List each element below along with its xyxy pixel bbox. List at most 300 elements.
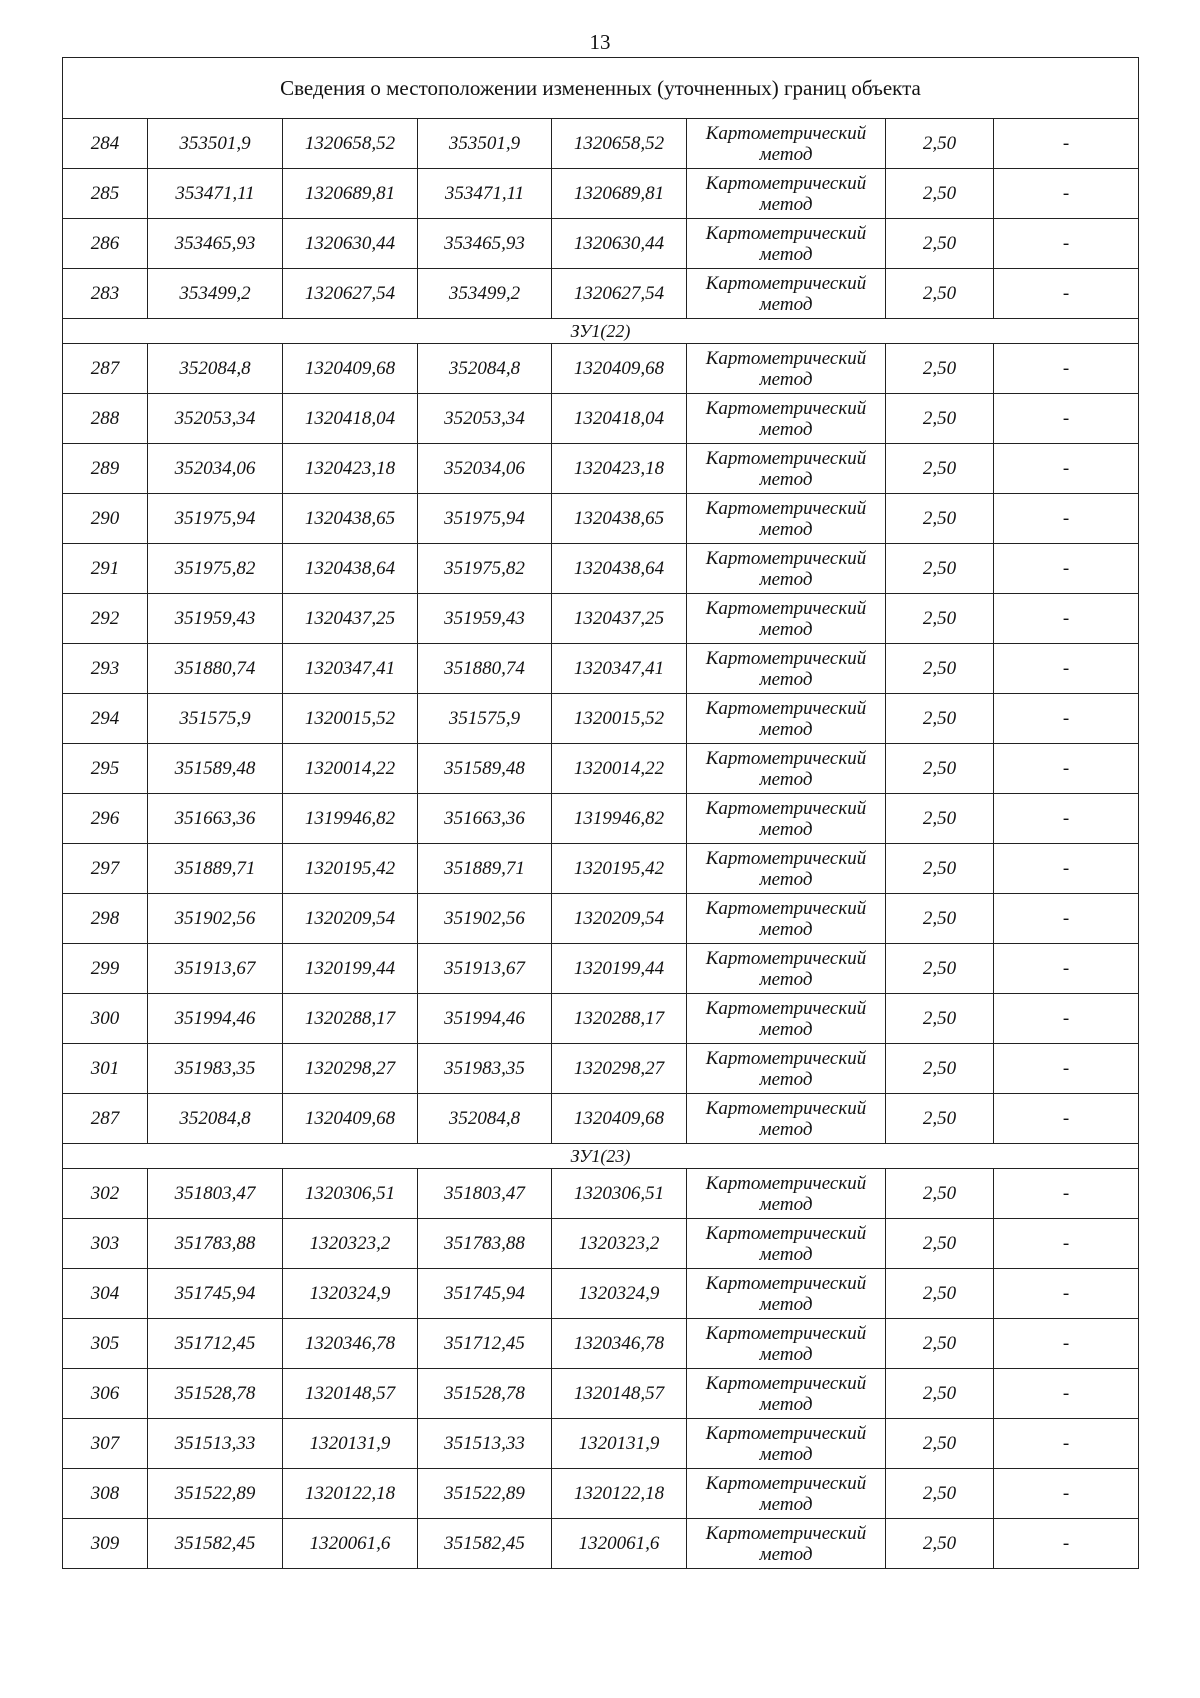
accuracy-cell: 2,50 <box>886 1269 994 1319</box>
accuracy-cell: 2,50 <box>886 1469 994 1519</box>
accuracy-cell: 2,50 <box>886 1369 994 1419</box>
method-cell <box>687 794 886 844</box>
method-line-1: Картометрический <box>705 647 867 669</box>
method-line-2: метод <box>759 1543 813 1565</box>
point-number-cell: 287 <box>63 1094 148 1144</box>
table-row <box>63 1519 1139 1569</box>
table-row <box>63 994 1139 1044</box>
point-number-cell: 306 <box>63 1369 148 1419</box>
y-refined-cell: 1320409,68 <box>552 1094 687 1144</box>
point-number-cell: 307 <box>63 1419 148 1469</box>
note-cell: - <box>994 494 1139 544</box>
point-number-cell: 289 <box>63 444 148 494</box>
table-row <box>63 844 1139 894</box>
y-existing-cell: 1320437,25 <box>283 594 418 644</box>
accuracy-cell: 2,50 <box>886 219 994 269</box>
accuracy-cell: 2,50 <box>886 1519 994 1569</box>
method-line-1: Картометрический <box>705 1322 867 1344</box>
y-existing-cell: 1320306,51 <box>283 1169 418 1219</box>
table-row <box>63 894 1139 944</box>
x-existing-cell: 351663,36 <box>148 794 283 844</box>
point-number-cell: 309 <box>63 1519 148 1569</box>
accuracy-cell: 2,50 <box>886 169 994 219</box>
point-number-cell: 293 <box>63 644 148 694</box>
point-number-cell: 294 <box>63 694 148 744</box>
x-existing-cell: 353501,9 <box>148 119 283 169</box>
y-refined-cell: 1320658,52 <box>552 119 687 169</box>
method-line-1: Картометрический <box>705 172 867 194</box>
y-refined-cell: 1320199,44 <box>552 944 687 994</box>
method-line-2: метод <box>759 1343 813 1365</box>
x-existing-cell: 351913,67 <box>148 944 283 994</box>
note-cell: - <box>994 1169 1139 1219</box>
point-number-cell: 292 <box>63 594 148 644</box>
method-cell <box>687 1419 886 1469</box>
table-row <box>63 644 1139 694</box>
method-cell <box>687 944 886 994</box>
x-existing-cell: 353499,2 <box>148 269 283 319</box>
x-refined-cell: 351575,9 <box>418 694 552 744</box>
accuracy-cell: 2,50 <box>886 694 994 744</box>
point-number-cell: 304 <box>63 1269 148 1319</box>
x-existing-cell: 351983,35 <box>148 1044 283 1094</box>
note-cell: - <box>994 694 1139 744</box>
accuracy-cell: 2,50 <box>886 494 994 544</box>
table-row <box>63 1319 1139 1369</box>
point-number-cell: 299 <box>63 944 148 994</box>
method-line-2: метод <box>759 143 813 165</box>
x-existing-cell: 352053,34 <box>148 394 283 444</box>
method-line-2: метод <box>759 1493 813 1515</box>
x-existing-cell: 351889,71 <box>148 844 283 894</box>
x-existing-cell: 351975,94 <box>148 494 283 544</box>
table-title-row <box>63 58 1139 119</box>
y-existing-cell: 1320298,27 <box>283 1044 418 1094</box>
x-refined-cell: 351783,88 <box>418 1219 552 1269</box>
x-refined-cell: 351513,33 <box>418 1419 552 1469</box>
x-refined-cell: 351913,67 <box>418 944 552 994</box>
x-refined-cell: 352034,06 <box>418 444 552 494</box>
x-existing-cell: 351745,94 <box>148 1269 283 1319</box>
point-number-cell: 308 <box>63 1469 148 1519</box>
method-cell <box>687 1469 886 1519</box>
method-line-2: метод <box>759 1018 813 1040</box>
y-refined-cell: 1320014,22 <box>552 744 687 794</box>
note-cell: - <box>994 344 1139 394</box>
note-cell: - <box>994 1219 1139 1269</box>
y-refined-cell: 1320122,18 <box>552 1469 687 1519</box>
y-existing-cell: 1320423,18 <box>283 444 418 494</box>
method-line-1: Картометрический <box>705 1372 867 1394</box>
x-existing-cell: 351803,47 <box>148 1169 283 1219</box>
point-number-cell: 283 <box>63 269 148 319</box>
method-line-2: метод <box>759 818 813 840</box>
x-refined-cell: 351975,82 <box>418 544 552 594</box>
method-line-1: Картометрический <box>705 1472 867 1494</box>
accuracy-cell: 2,50 <box>886 744 994 794</box>
x-refined-cell: 351745,94 <box>418 1269 552 1319</box>
y-existing-cell: 1320630,44 <box>283 219 418 269</box>
point-number-cell: 286 <box>63 219 148 269</box>
method-line-2: метод <box>759 568 813 590</box>
x-refined-cell: 351880,74 <box>418 644 552 694</box>
table-row <box>63 219 1139 269</box>
note-cell: - <box>994 644 1139 694</box>
method-cell <box>687 269 886 319</box>
method-line-1: Картометрический <box>705 222 867 244</box>
section-label: ЗУ1(22) <box>63 319 1139 344</box>
table-body <box>63 58 1139 1569</box>
point-number-cell: 298 <box>63 894 148 944</box>
method-line-2: метод <box>759 1393 813 1415</box>
point-number-cell: 301 <box>63 1044 148 1094</box>
method-line-2: метод <box>759 968 813 990</box>
y-refined-cell: 1320209,54 <box>552 894 687 944</box>
x-existing-cell: 352084,8 <box>148 1094 283 1144</box>
y-existing-cell: 1320148,57 <box>283 1369 418 1419</box>
method-line-2: метод <box>759 1193 813 1215</box>
note-cell: - <box>994 794 1139 844</box>
x-refined-cell: 351975,94 <box>418 494 552 544</box>
accuracy-cell: 2,50 <box>886 1094 994 1144</box>
y-existing-cell: 1320418,04 <box>283 394 418 444</box>
y-existing-cell: 1320288,17 <box>283 994 418 1044</box>
x-existing-cell: 351513,33 <box>148 1419 283 1469</box>
y-existing-cell: 1319946,82 <box>283 794 418 844</box>
x-existing-cell: 351959,43 <box>148 594 283 644</box>
x-refined-cell: 353501,9 <box>418 119 552 169</box>
y-existing-cell: 1320438,64 <box>283 544 418 594</box>
accuracy-cell: 2,50 <box>886 1044 994 1094</box>
method-cell <box>687 119 886 169</box>
point-number-cell: 285 <box>63 169 148 219</box>
x-refined-cell: 351589,48 <box>418 744 552 794</box>
x-refined-cell: 351983,35 <box>418 1044 552 1094</box>
x-refined-cell: 351663,36 <box>418 794 552 844</box>
note-cell: - <box>994 1044 1139 1094</box>
x-refined-cell: 351803,47 <box>418 1169 552 1219</box>
point-number-cell: 303 <box>63 1219 148 1269</box>
x-existing-cell: 351582,45 <box>148 1519 283 1569</box>
x-existing-cell: 351880,74 <box>148 644 283 694</box>
point-number-cell: 296 <box>63 794 148 844</box>
method-line-1: Картометрический <box>705 697 867 719</box>
method-line-1: Картометрический <box>705 1522 867 1544</box>
y-refined-cell: 1320323,2 <box>552 1219 687 1269</box>
accuracy-cell: 2,50 <box>886 794 994 844</box>
note-cell: - <box>994 594 1139 644</box>
x-existing-cell: 353471,11 <box>148 169 283 219</box>
method-line-1: Картометрический <box>705 897 867 919</box>
accuracy-cell: 2,50 <box>886 894 994 944</box>
method-cell <box>687 1219 886 1269</box>
method-cell <box>687 344 886 394</box>
y-refined-cell: 1320409,68 <box>552 344 687 394</box>
method-line-2: метод <box>759 868 813 890</box>
method-cell <box>687 694 886 744</box>
accuracy-cell: 2,50 <box>886 1419 994 1469</box>
method-line-1: Картометрический <box>705 597 867 619</box>
note-cell: - <box>994 994 1139 1044</box>
accuracy-cell: 2,50 <box>886 1169 994 1219</box>
table-row <box>63 1094 1139 1144</box>
table-row <box>63 169 1139 219</box>
note-cell: - <box>994 219 1139 269</box>
y-refined-cell: 1320418,04 <box>552 394 687 444</box>
y-refined-cell: 1320015,52 <box>552 694 687 744</box>
x-existing-cell: 351783,88 <box>148 1219 283 1269</box>
method-cell <box>687 1269 886 1319</box>
method-line-1: Картометрический <box>705 947 867 969</box>
table-row <box>63 344 1139 394</box>
x-refined-cell: 353465,93 <box>418 219 552 269</box>
note-cell: - <box>994 894 1139 944</box>
table-row <box>63 444 1139 494</box>
x-refined-cell: 351959,43 <box>418 594 552 644</box>
x-refined-cell: 351528,78 <box>418 1369 552 1419</box>
method-cell <box>687 844 886 894</box>
x-refined-cell: 352084,8 <box>418 344 552 394</box>
table-row <box>63 544 1139 594</box>
note-cell: - <box>994 269 1139 319</box>
method-line-1: Картометрический <box>705 272 867 294</box>
table-title: Сведения о местоположении измененных (уточненных) границ объекта <box>63 58 1139 119</box>
section-header-row <box>63 319 1139 344</box>
section-label: ЗУ1(23) <box>63 1144 1139 1169</box>
y-refined-cell: 1320438,65 <box>552 494 687 544</box>
page-number: 13 <box>589 30 611 54</box>
x-existing-cell: 351528,78 <box>148 1369 283 1419</box>
y-existing-cell: 1320346,78 <box>283 1319 418 1369</box>
table-row <box>63 1269 1139 1319</box>
method-line-2: метод <box>759 243 813 265</box>
accuracy-cell: 2,50 <box>886 394 994 444</box>
point-number-cell: 287 <box>63 344 148 394</box>
y-refined-cell: 1320438,64 <box>552 544 687 594</box>
method-line-1: Картометрический <box>705 547 867 569</box>
method-line-1: Картометрический <box>705 1097 867 1119</box>
point-number-cell: 305 <box>63 1319 148 1369</box>
point-number-cell: 290 <box>63 494 148 544</box>
note-cell: - <box>994 444 1139 494</box>
y-existing-cell: 1320131,9 <box>283 1419 418 1469</box>
point-number-cell: 302 <box>63 1169 148 1219</box>
method-line-2: метод <box>759 1293 813 1315</box>
method-line-1: Картометрический <box>705 1272 867 1294</box>
y-existing-cell: 1320323,2 <box>283 1219 418 1269</box>
x-existing-cell: 351975,82 <box>148 544 283 594</box>
y-refined-cell: 1320346,78 <box>552 1319 687 1369</box>
method-line-2: метод <box>759 718 813 740</box>
accuracy-cell: 2,50 <box>886 844 994 894</box>
y-existing-cell: 1320689,81 <box>283 169 418 219</box>
note-cell: - <box>994 394 1139 444</box>
x-refined-cell: 351994,46 <box>418 994 552 1044</box>
table-row <box>63 1219 1139 1269</box>
method-line-2: метод <box>759 193 813 215</box>
x-refined-cell: 351712,45 <box>418 1319 552 1369</box>
accuracy-cell: 2,50 <box>886 269 994 319</box>
accuracy-cell: 2,50 <box>886 994 994 1044</box>
y-existing-cell: 1320438,65 <box>283 494 418 544</box>
y-refined-cell: 1320061,6 <box>552 1519 687 1569</box>
method-cell <box>687 1169 886 1219</box>
method-line-2: метод <box>759 1243 813 1265</box>
method-cell <box>687 544 886 594</box>
method-line-1: Картометрический <box>705 347 867 369</box>
x-existing-cell: 352034,06 <box>148 444 283 494</box>
accuracy-cell: 2,50 <box>886 119 994 169</box>
method-cell <box>687 394 886 444</box>
x-existing-cell: 351589,48 <box>148 744 283 794</box>
method-line-2: метод <box>759 918 813 940</box>
accuracy-cell: 2,50 <box>886 544 994 594</box>
y-existing-cell: 1320209,54 <box>283 894 418 944</box>
table-row <box>63 744 1139 794</box>
method-cell <box>687 894 886 944</box>
method-line-1: Картометрический <box>705 1047 867 1069</box>
x-refined-cell: 352084,8 <box>418 1094 552 1144</box>
y-refined-cell: 1320347,41 <box>552 644 687 694</box>
note-cell: - <box>994 944 1139 994</box>
y-existing-cell: 1320195,42 <box>283 844 418 894</box>
method-line-2: метод <box>759 1443 813 1465</box>
method-line-2: метод <box>759 368 813 390</box>
table-row <box>63 494 1139 544</box>
accuracy-cell: 2,50 <box>886 1219 994 1269</box>
x-existing-cell: 352084,8 <box>148 344 283 394</box>
y-existing-cell: 1320658,52 <box>283 119 418 169</box>
method-cell <box>687 1094 886 1144</box>
y-existing-cell: 1320409,68 <box>283 1094 418 1144</box>
x-refined-cell: 351902,56 <box>418 894 552 944</box>
x-refined-cell: 351582,45 <box>418 1519 552 1569</box>
method-cell <box>687 444 886 494</box>
table-row <box>63 119 1139 169</box>
y-refined-cell: 1320627,54 <box>552 269 687 319</box>
note-cell: - <box>994 169 1139 219</box>
y-refined-cell: 1320148,57 <box>552 1369 687 1419</box>
point-number-cell: 288 <box>63 394 148 444</box>
y-existing-cell: 1320122,18 <box>283 1469 418 1519</box>
method-cell <box>687 494 886 544</box>
x-refined-cell: 351889,71 <box>418 844 552 894</box>
point-number-cell: 291 <box>63 544 148 594</box>
y-existing-cell: 1320061,6 <box>283 1519 418 1569</box>
y-refined-cell: 1320131,9 <box>552 1419 687 1469</box>
table-row <box>63 394 1139 444</box>
table-row <box>63 794 1139 844</box>
method-line-2: метод <box>759 1118 813 1140</box>
x-refined-cell: 352053,34 <box>418 394 552 444</box>
note-cell: - <box>994 1319 1139 1369</box>
method-line-2: метод <box>759 618 813 640</box>
table-row <box>63 1044 1139 1094</box>
accuracy-cell: 2,50 <box>886 444 994 494</box>
y-refined-cell: 1320689,81 <box>552 169 687 219</box>
method-line-2: метод <box>759 293 813 315</box>
y-existing-cell: 1320347,41 <box>283 644 418 694</box>
accuracy-cell: 2,50 <box>886 644 994 694</box>
method-cell <box>687 594 886 644</box>
section-header-row <box>63 1144 1139 1169</box>
method-line-2: метод <box>759 668 813 690</box>
method-line-1: Картометрический <box>705 997 867 1019</box>
x-existing-cell: 351522,89 <box>148 1469 283 1519</box>
method-cell <box>687 1519 886 1569</box>
y-existing-cell: 1320015,52 <box>283 694 418 744</box>
method-line-1: Картометрический <box>705 847 867 869</box>
note-cell: - <box>994 844 1139 894</box>
method-line-1: Картометрический <box>705 122 867 144</box>
y-existing-cell: 1320199,44 <box>283 944 418 994</box>
y-existing-cell: 1320409,68 <box>283 344 418 394</box>
method-line-1: Картометрический <box>705 1172 867 1194</box>
table-row <box>63 1469 1139 1519</box>
method-cell <box>687 1369 886 1419</box>
y-refined-cell: 1319946,82 <box>552 794 687 844</box>
method-line-1: Картометрический <box>705 1422 867 1444</box>
table-row <box>63 269 1139 319</box>
point-number-cell: 284 <box>63 119 148 169</box>
x-existing-cell: 351994,46 <box>148 994 283 1044</box>
accuracy-cell: 2,50 <box>886 594 994 644</box>
method-line-2: метод <box>759 1068 813 1090</box>
note-cell: - <box>994 544 1139 594</box>
y-refined-cell: 1320195,42 <box>552 844 687 894</box>
point-number-cell: 295 <box>63 744 148 794</box>
y-refined-cell: 1320306,51 <box>552 1169 687 1219</box>
point-number-cell: 300 <box>63 994 148 1044</box>
y-existing-cell: 1320014,22 <box>283 744 418 794</box>
method-cell <box>687 994 886 1044</box>
note-cell: - <box>994 744 1139 794</box>
note-cell: - <box>994 1369 1139 1419</box>
accuracy-cell: 2,50 <box>886 1319 994 1369</box>
y-refined-cell: 1320298,27 <box>552 1044 687 1094</box>
table-row <box>63 1369 1139 1419</box>
note-cell: - <box>994 1269 1139 1319</box>
accuracy-cell: 2,50 <box>886 944 994 994</box>
method-cell <box>687 644 886 694</box>
method-line-2: метод <box>759 518 813 540</box>
method-line-2: метод <box>759 418 813 440</box>
method-line-1: Картометрический <box>705 447 867 469</box>
y-existing-cell: 1320627,54 <box>283 269 418 319</box>
x-existing-cell: 351712,45 <box>148 1319 283 1369</box>
y-refined-cell: 1320288,17 <box>552 994 687 1044</box>
x-existing-cell: 353465,93 <box>148 219 283 269</box>
table-row <box>63 1169 1139 1219</box>
point-number-cell: 297 <box>63 844 148 894</box>
method-line-1: Картометрический <box>705 797 867 819</box>
y-refined-cell: 1320423,18 <box>552 444 687 494</box>
method-line-1: Картометрический <box>705 497 867 519</box>
method-cell <box>687 1319 886 1369</box>
x-refined-cell: 353471,11 <box>418 169 552 219</box>
method-line-2: метод <box>759 468 813 490</box>
boundary-coordinates-table <box>62 57 1139 1569</box>
x-existing-cell: 351902,56 <box>148 894 283 944</box>
method-line-2: метод <box>759 768 813 790</box>
note-cell: - <box>994 1094 1139 1144</box>
table-row <box>63 944 1139 994</box>
table-row <box>63 594 1139 644</box>
method-cell <box>687 1044 886 1094</box>
x-refined-cell: 353499,2 <box>418 269 552 319</box>
method-line-1: Картометрический <box>705 397 867 419</box>
note-cell: - <box>994 1519 1139 1569</box>
